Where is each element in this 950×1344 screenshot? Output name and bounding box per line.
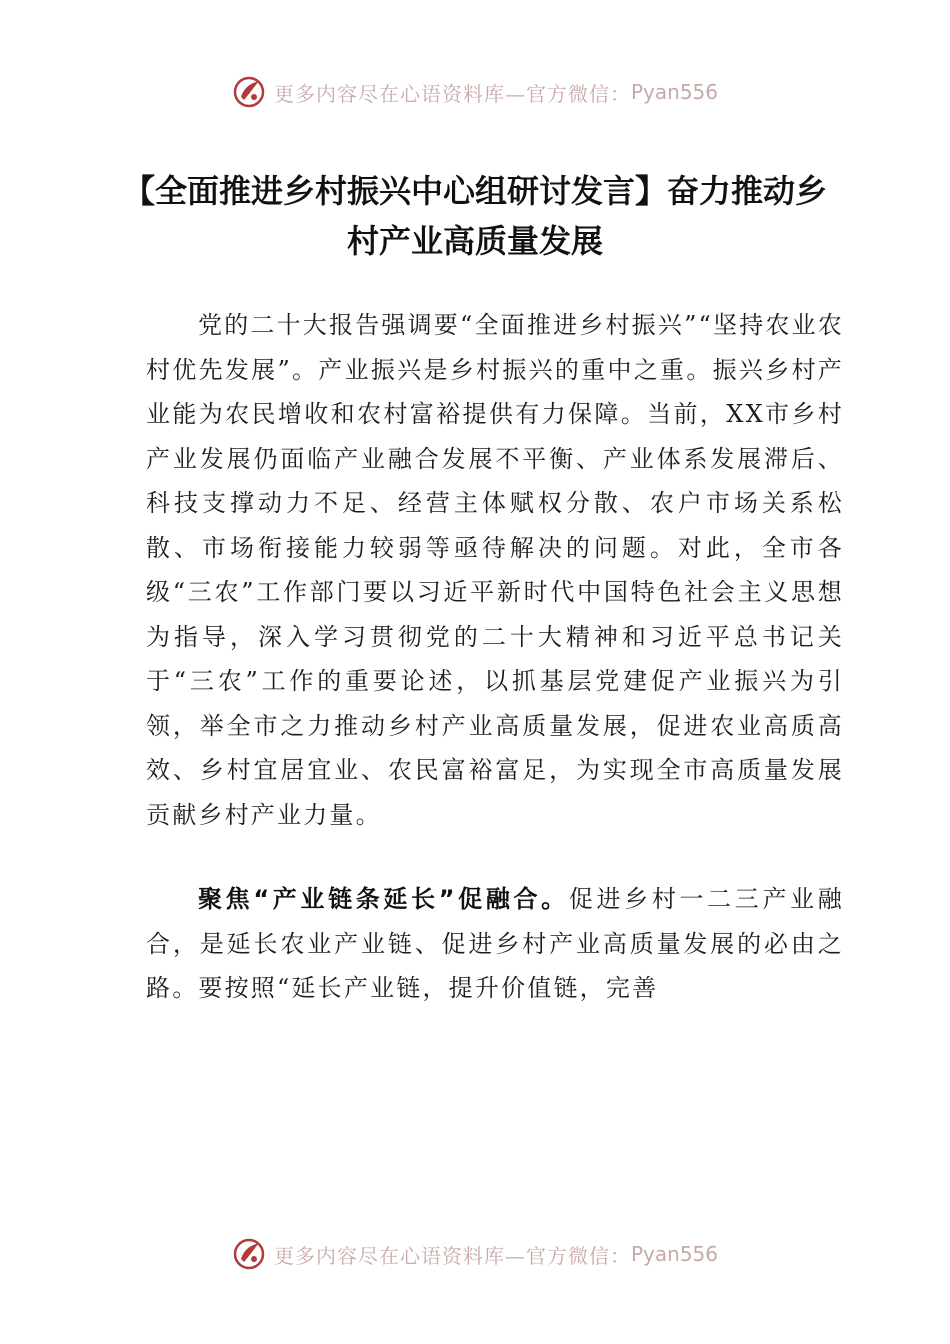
section-1-paragraph: [146, 877, 844, 1011]
section-1-body: 促进乡村一二三产业融合，是延长农业产业链、促进乡村产业高质量发展的必由之路。要按照“延长产业链，提升价值链，完善: [146, 885, 844, 1002]
header-watermark: [0, 70, 950, 114]
brand-logo-icon: [232, 1237, 266, 1271]
brand-logo-icon: [232, 75, 266, 109]
watermark-text: 更多内容尽在心语资料库—官方微信：: [273, 81, 631, 106]
section-1-heading: 聚焦“产业链条延长”促融合。: [198, 885, 569, 913]
footer-watermark: [0, 1232, 950, 1276]
watermark-wechat-id: Pyan556: [630, 80, 718, 104]
watermark-wechat-id: Pyan556: [630, 1242, 718, 1266]
document-title: 【全面推进乡村振兴中心组研讨发言】奋力推动乡村产业高质量发展: [122, 172, 827, 260]
watermark-text: 更多内容尽在心语资料库—官方微信：: [273, 1243, 631, 1268]
intro-paragraph: 党的二十大报告强调要“全面推进乡村振兴”“坚持农业农村优先发展”。产业振兴是乡村振兴的重中之重。振兴乡村产业能为农民增收和农村富裕提供有力保障。当前，XX市乡村产业发展仍面临产业融合发展不平衡、产业体系发展滞后、科技支撑动力不足、经营主体赋权分散、农户市场关系松散、市场衔接能力较弱等亟待解决的问题。对此，全市各级“三农”工作部门要以习近平新时代中国特色社会主义思想为指导，深入学习贯彻党的二十大精神和习近平总书记关于“三农”工作的重要论述，以抓基层党建促产业振兴为引领，举全市之力推动乡村产业高质量发展，促进农业高质高效、乡村宜居宜业、农民富裕富足，为实现全市高质量发展贡献乡村产业力量。: [146, 311, 845, 829]
